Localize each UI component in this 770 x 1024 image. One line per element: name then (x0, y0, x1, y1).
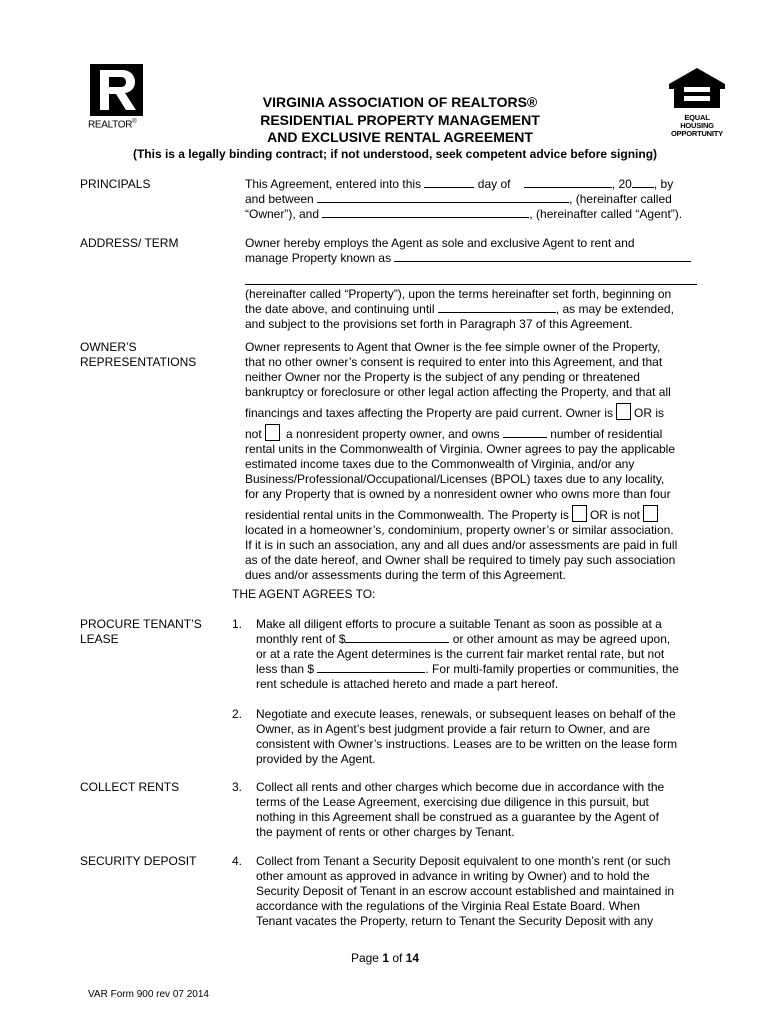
equal-housing-logo (668, 67, 726, 138)
collect-text: Collect all rents and other charges which become due in accordance with the terms of the Lease Agreement, exercising due diligence in this pursuit, but nothing in this Agreement shall be construed as a guarantee by the Agent of the payment of rents or other charges by Tenant. (256, 780, 665, 839)
item-number-4: 4. (232, 854, 243, 868)
subtitle: (This is a legally binding contract; if not understood, seek competent advice before signing) (132, 147, 658, 161)
eho-line2: OPPORTUNITY (671, 129, 723, 138)
no-association-checkbox[interactable] (643, 505, 658, 522)
procure-text: Make all diligent efforts to procure a suitable Tenant as soon as possible at a monthly rent of $ or other amount as may be agreed upon, or at a rate the Agent determines is the current fair market rental rate, but not less than $ . For multi-family properties or communities, the rent schedule is attached hereto and made a part hereof. (256, 617, 679, 691)
minimum-rent-field[interactable] (317, 662, 425, 673)
association-checkbox[interactable] (572, 505, 587, 522)
principals-label: PRINCIPALS (80, 177, 151, 191)
eho-line1: EQUAL HOUSING (680, 113, 714, 130)
month-field[interactable] (524, 177, 612, 188)
monthly-rent-field[interactable] (345, 632, 449, 643)
agent-agrees-heading: THE AGENT AGREES TO: (232, 587, 376, 601)
address-label: ADDRESS/ TERM (80, 236, 179, 250)
day-field[interactable] (424, 177, 474, 188)
nonresident-checkbox[interactable] (265, 424, 280, 441)
collect-label: COLLECT RENTS (80, 780, 180, 794)
deposit-label: SECURITY DEPOSIT (80, 854, 197, 868)
deposit-text: Collect from Tenant a Security Deposit equivalent to one month’s rent (or such other amount as approved in advance in writing by Owner) and to hold the Security Deposit of Tenant in an escrow account established and maintained in accordance with the regulations of the Virginia Real Estate Board. When Tenant vacates the Property, return to Tenant the Security Deposit with any (256, 854, 675, 928)
resident-checkbox[interactable] (616, 403, 631, 420)
principals-text: This Agreement, entered into this day of , 20 , by and between , (hereinafter called “Owner”), and , (hereinafter called “Agent”). (245, 177, 683, 221)
year-field[interactable] (632, 177, 654, 188)
property-address-field-2[interactable] (245, 284, 697, 285)
page-number: Page 1 of 14 (350, 951, 420, 965)
agent-name-field[interactable] (322, 207, 529, 218)
negotiate-text: Negotiate and execute leases, renewals, or subsequent leases on behalf of the Owner, as in Agent’s best judgment provide a fair return to Owner, and are consistent with Owner’s instructions. Leases are to be written on the lease form provided by the Agent. (256, 707, 678, 766)
item-number-2: 2. (232, 707, 243, 721)
address-text: Owner hereby employs the Agent as sole and exclusive Agent to rent and manage Property known as (hereinafter called “Property”), upon the terms hereinafter set forth, beginning on the date above, and continuing until , as may be extended, and subject to the provisions set forth in Paragraph 37 of this Agreement. (245, 236, 701, 332)
realtor-wordmark: REALTOR® (88, 119, 137, 131)
units-count-field[interactable] (503, 427, 547, 438)
title-line3: AND EXCLUSIVE RENTAL AGREEMENT (267, 129, 533, 145)
procure-label: PROCURE TENANT’S LEASE (80, 617, 202, 646)
title-line1: VIRGINIA ASSOCIATION OF REALTORS® (262, 94, 538, 110)
owners-text: Owner represents to Agent that Owner is the fee simple owner of the Property, that no other owner’s consent is required to enter into this Agreement, and that neither Owner nor the Property is the subject of any pending or threatened bankruptcy or foreclosure or other legal action affecting the Property, and that all financings and taxes affecting the Property are paid current. Owner is OR is not a nonresident property owner, and owns number of residential rental units in the Commonwealth of Virginia. Owner agrees to pay the applicable estimated income taxes due to the Commonwealth of Virginia, and/or any Business/Professional/Occupational/Licenses (BPOL) taxes due to any locality, for any Property that is owned by a nonresident owner who owns more than four residential rental units in the Commonwealth. The Property is OR is not located in a homeowner’s, condominium, property owner’s or similar association. If it is in such an association, any and all dues and/or assessments are paid in full as of the date hereof, and Owner shall be required to timely pay such association dues and/or assessments during the term of this Agreement. (245, 340, 678, 582)
item-number-3: 3. (232, 780, 243, 794)
owners-label: OWNER’S REPRESENTATIONS (80, 340, 197, 369)
owner-name-field[interactable] (317, 192, 569, 203)
house-icon (668, 67, 726, 109)
item-number-1: 1. (232, 617, 243, 631)
end-date-field[interactable] (438, 302, 556, 313)
title-line2: RESIDENTIAL PROPERTY MANAGEMENT (260, 112, 540, 128)
property-address-field[interactable] (394, 251, 691, 262)
form-id: VAR Form 900 rev 07 2014 (88, 989, 209, 1000)
realtor-logo (90, 64, 143, 116)
